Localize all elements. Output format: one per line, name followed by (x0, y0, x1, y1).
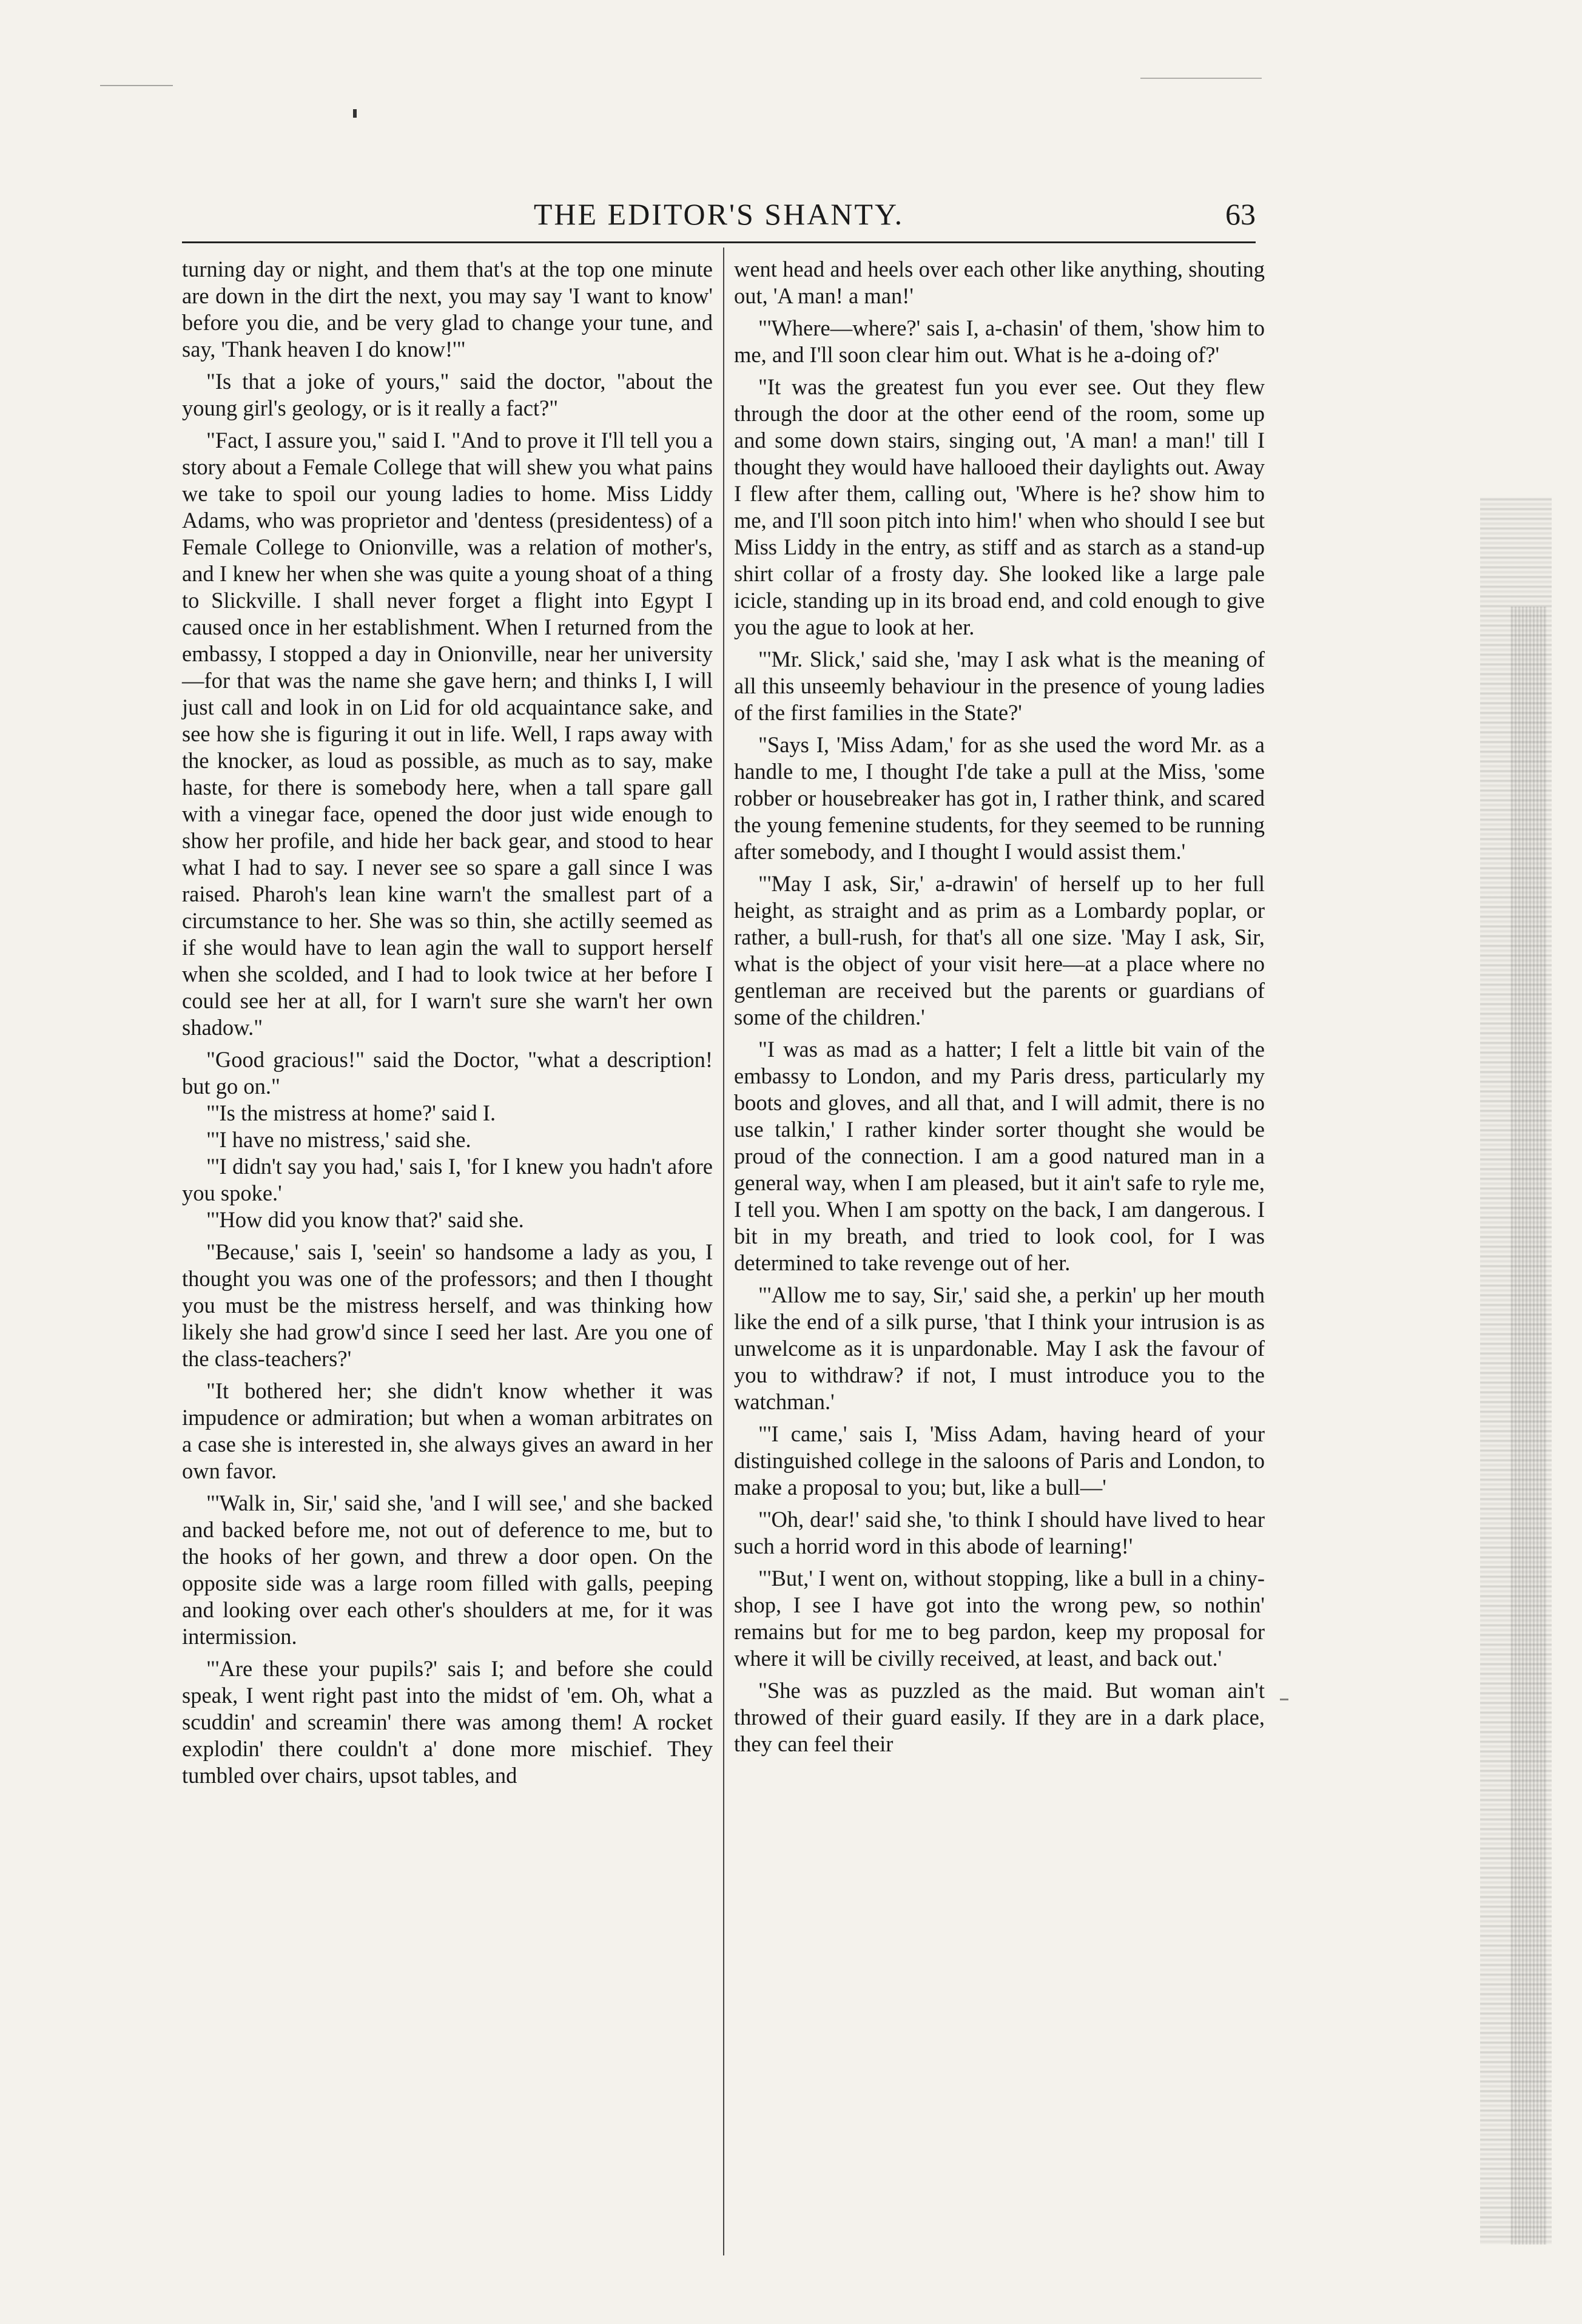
paragraph: "'Oh, dear!' said she, 'to think I should have lived to hear such a horrid word in this abode of learning!' (734, 1507, 1265, 1558)
paragraph: went head and heels over each other like anything, shouting out, 'A man! a man!' (734, 257, 1265, 308)
paragraph: "Is that a joke of yours," said the doctor, "about the young girl's geology, or is it really a fact?" (182, 369, 713, 420)
paragraph: "'Allow me to say, Sir,' said she, a perkin' up her mouth like the end of a silk purse, 'that I think your intrusion is as unwelcome as it is unpardonable. May I ask the favour of you to withdraw? if not, I must introduce you to the watchman.' (734, 1282, 1265, 1414)
page-number: 63 (1225, 197, 1256, 231)
paragraph: "Fact, I assure you," said I. "And to prove it I'll tell you a story about a Female College that will shew you what pains we take to spoil our young ladies to home. Miss Liddy Adams, who was proprietor and 'dentess (presidentess) of a Female College to Onionville, was a relation of mother's, and I knew her when she was quite a young shoat of a thing to Slickville. I shall never forget a flight into Egypt I caused once in her establishment. When I returned from the embassy, I stopped a day in Onionville, near her university—for that was the name she gave hern; and thinks I, I will just call and look in on Lid for old acquaintance sake, and see how she is figuring it out in life. Well, I raps away with the knocker, as loud as possible, as much as to say, make haste, for there is somebody here, when a tall spare gall with a vinegar face, opened the door just wide enough to show her profile, and hide her back gear, and stood to hear what I had to say. I never see so spare a gall since I was raised. Pharoh's lean kine warn't the smallest part of a circumstance to her. She was so thin, she actilly seemed as if she would have to lean agin the wall to support herself when she scolded, and I had to look twice at her before I could see her at all, for I warn't sure she warn't her own shadow." (182, 428, 713, 1040)
column-divider (723, 248, 724, 2255)
paragraph: "'How did you know that?' said she. (206, 1207, 524, 1232)
page-header (182, 193, 1256, 235)
paragraph: "It was the greatest fun you ever see. Out they flew through the door at the other eend of the room, some up and some down stairs, singing out, 'A man! a man!' till I thought they would have hallooed their daylights out. Away I flew after them, calling out, 'Where is he? show him to me, and I'll soon pitch into him!' when who should I see but Miss Liddy in the entry, as stiff and as starch as a stand-up shirt collar of a frosty day. She looked like a large pale icicle, standing up in its broad end, and cold enough to give you the ague to look at her. (734, 374, 1265, 639)
paragraph: "Good gracious!" said the Doctor, "what a description! but go on." (182, 1047, 713, 1099)
paragraph: "'Walk in, Sir,' said she, 'and I will see,' and she backed and backed before me, not out of deference to me, but to the hooks of her gown, and threw a door open. On the opposite side was a large room filled with galls, peeping and looking over each other's shoulders at me, for it was intermission. (182, 1490, 713, 1649)
left-column (182, 256, 713, 1794)
paragraph: "'I didn't say you had,' sais I, 'for I knew you hadn't afore you spoke.' (182, 1154, 713, 1205)
scan-speck (353, 109, 357, 118)
paragraph: "Says I, 'Miss Adam,' for as she used the word Mr. as a handle to me, I thought I'de take a pull at the Miss, 'some robber or housebreaker has got in, I rather think, and scared the young femenine students, for they seemed to be running after somebody, and I thought I would assist them.' (734, 732, 1265, 864)
paragraph: turning day or night, and them that's at the top one minute are down in the dirt the next, you may say 'I want to know' before you die, and be very glad to change your tune, and say, 'Thank heaven I do know!'" (182, 257, 713, 362)
paragraph: "Because,' sais I, 'seein' so handsome a lady as you, I thought you was one of the professors; and then I thought you must be the mistress herself, and was thinking how likely she had grow'd since I seed her last. Are you one of the class-teachers?' (182, 1239, 713, 1371)
paragraph: "'Where—where?' sais I, a-chasin' of them, 'show him to me, and I'll soon clear him out. What is he a-doing of?' (734, 315, 1265, 367)
scan-speck (1280, 1699, 1288, 1700)
paragraph: "'Is the mistress at home?' said I. (206, 1100, 496, 1125)
paragraph: "'But,' I went on, without stopping, like a bull in a chiny-shop, I see I have got into the wrong pew, so nothin' remains but for me to beg pardon, keep my proposal for where it will be civilly received, at least, and back out.' (734, 1566, 1265, 1671)
right-column (734, 256, 1265, 1763)
running-title: THE EDITOR'S SHANTY. (533, 197, 904, 231)
paragraph: "She was as puzzled as the maid. But woman ain't throwed of their guard easily. If they are in a dark place, they can feel their (734, 1678, 1265, 1756)
paragraph: "'Mr. Slick,' said she, 'may I ask what is the meaning of all this unseemly behaviour in the presence of young ladies of the first families in the State?' (734, 647, 1265, 725)
scan-edge-noise (1510, 607, 1547, 2245)
paragraph: "'Are these your pupils?' sais I; and before she could speak, I went right past into the midst of 'em. Oh, what a scuddin' and screamin' there was among them! A rocket explodin' there couldn't a' done more mischief. They tumbled over chairs, upsot tables, and (182, 1656, 713, 1788)
scan-speck (100, 85, 173, 86)
paragraph: "It bothered her; she didn't know whether it was impudence or admiration; but when a woman arbitrates on a case she is interested in, she always gives an award in her own favor. (182, 1378, 713, 1483)
header-rule (182, 241, 1256, 243)
scan-speck (1140, 78, 1262, 79)
paragraph: "'I came,' sais I, 'Miss Adam, having heard of your distinguished college in the saloons of Paris and London, to make a proposal to you; but, like a bull—' (734, 1421, 1265, 1500)
paragraph: "'May I ask, Sir,' a-drawin' of herself up to her full height, as straight and as prim as a Lombardy poplar, or rather, a bull-rush, for that's all one size. 'May I ask, Sir, what is the object of your visit here—at a place where no gentleman are received but the parents or guardians of some of the children.' (734, 871, 1265, 1029)
paragraph: "I was as mad as a hatter; I felt a little bit vain of the embassy to London, and my Paris dress, particularly my boots and gloves, and all that, and I will admit, there is no use talkin,' I rather kinder sorter thought she would be proud of the connection. I am a good natured man in a general way, when I am pleased, but it ain't safe to ryle me, I tell you. When I am spotty on the back, I am dangerous. I bit in my breath, and tried to look cool, for I was determined to take revenge out of her. (734, 1037, 1265, 1275)
paragraph: "'I have no mistress,' said she. (206, 1127, 471, 1152)
